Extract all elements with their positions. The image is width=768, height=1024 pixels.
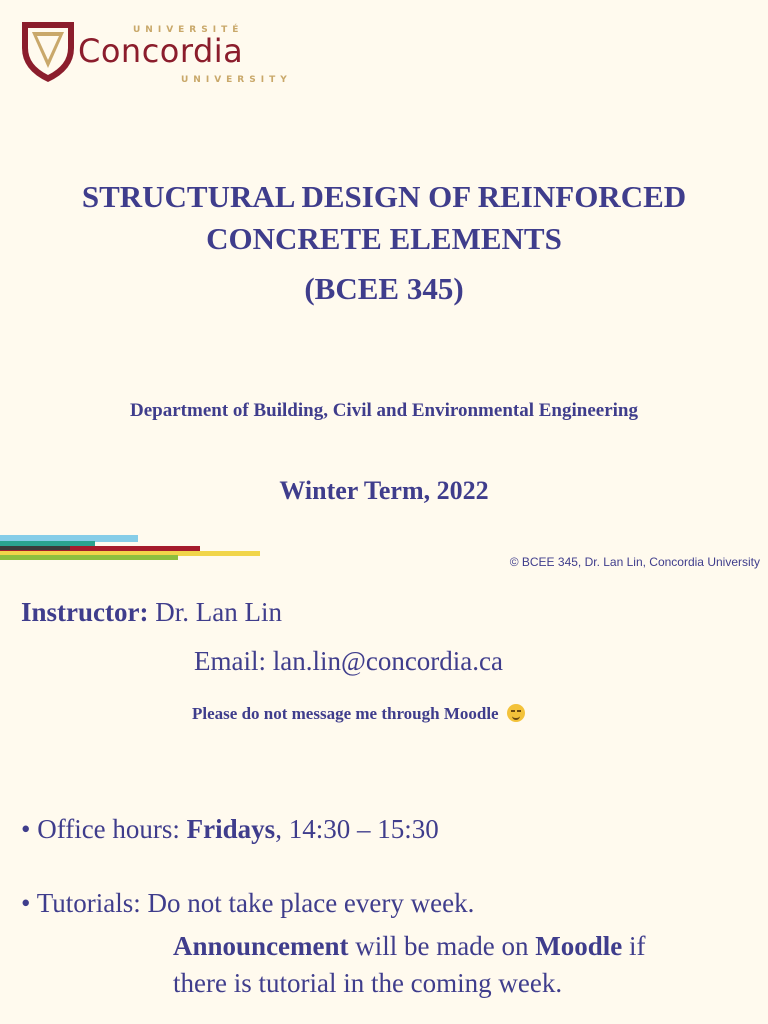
concordia-shield-icon: [20, 18, 76, 84]
tutorials-text: Tutorials: Do not take place every week.: [36, 888, 475, 918]
instructor-name: Dr. Lan Lin: [155, 597, 282, 627]
moodle-bold: Moodle: [535, 931, 623, 961]
moodle-note-text: Please do not message me through Moodle: [192, 704, 499, 723]
bullet: •: [21, 888, 31, 918]
instructor-line: [21, 597, 282, 628]
course-code: (BCEE 345): [304, 271, 464, 306]
tutorials-line: [21, 888, 474, 919]
email-line: [194, 646, 503, 677]
announcement-text: [173, 928, 645, 1002]
office-hours-label: Office hours:: [37, 814, 180, 844]
office-hours-time: , 14:30 – 15:30: [275, 814, 439, 844]
announcement-bold: Announcement: [173, 931, 349, 961]
title-line-1: STRUCTURAL DESIGN OF REINFORCED: [81, 179, 687, 214]
office-hours-day: Fridays: [186, 814, 276, 844]
announcement-mid: will be made on: [355, 931, 529, 961]
announcement-end: if: [628, 931, 646, 961]
instructor-label: Instructor:: [21, 597, 149, 627]
email-label: Email:: [194, 646, 266, 676]
course-title: [0, 176, 768, 310]
decorative-stripes: [0, 533, 270, 563]
logo-universite-text: UNIVERSITÉ: [133, 25, 244, 35]
copyright-notice: © BCEE 345, Dr. Lan Lin, Concordia University: [509, 555, 760, 569]
title-line-2: CONCRETE ELEMENTS: [206, 221, 562, 256]
logo-name: Concordia: [78, 32, 244, 70]
concordia-logo: [20, 18, 300, 88]
term: Winter Term, 2022: [279, 476, 489, 505]
office-hours-line: [21, 814, 439, 845]
logo-university-text: UNIVERSITY: [181, 75, 292, 85]
bullet: •: [21, 814, 31, 844]
smiling-face-icon: [507, 704, 525, 722]
announcement-line-2: there is tutorial in the coming week.: [173, 968, 563, 998]
moodle-note: [192, 704, 525, 724]
department-name: Department of Building, Civil and Environmental Engineering: [130, 400, 638, 421]
email-address[interactable]: lan.lin@concordia.ca: [272, 646, 503, 676]
